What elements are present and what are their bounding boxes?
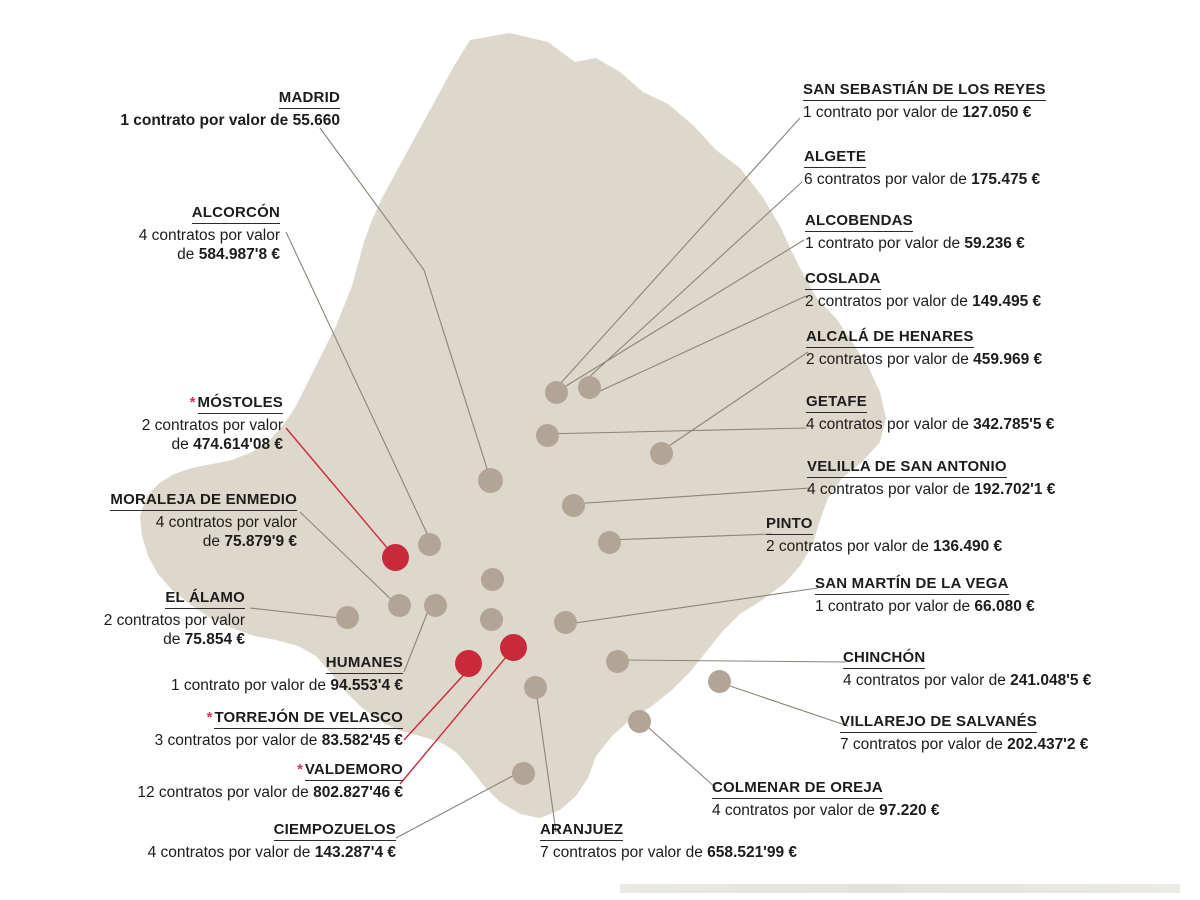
label-mostoles[interactable]: * MÓSTOLES 2 contratos por valor de 474.614'08 € bbox=[0, 393, 283, 454]
town-name-alcobendas: ALCOBENDAS bbox=[805, 211, 913, 232]
label-coslada[interactable] bbox=[805, 269, 1185, 311]
map-dot-valdemoro[interactable] bbox=[500, 634, 527, 661]
town-name-colmenar: COLMENAR DE OREJA bbox=[712, 778, 883, 799]
label-pinto[interactable] bbox=[766, 514, 1146, 556]
town-name-chinchon: CHINCHÓN bbox=[843, 648, 925, 669]
map-dot-ciempozuelos[interactable] bbox=[524, 676, 547, 699]
label-alcorcon[interactable]: ALCORCÓN 4 contratos por valor de 584.987'8 € bbox=[0, 203, 280, 264]
label-san-sebastian-de-los-reyes[interactable] bbox=[803, 80, 1193, 122]
map-dot-chinchon[interactable] bbox=[606, 650, 629, 673]
label-aranjuez[interactable] bbox=[540, 820, 940, 862]
town-name-ciempozuelos: CIEMPOZUELOS bbox=[274, 820, 396, 841]
map-dot-alcorcon[interactable] bbox=[418, 533, 441, 556]
map-dot-torrejon-velasco[interactable] bbox=[455, 650, 482, 677]
town-name-pinto: PINTO bbox=[766, 514, 813, 535]
town-desc-mostoles: 2 contratos por valor bbox=[141, 417, 283, 434]
label-alcobendas[interactable] bbox=[805, 211, 1185, 253]
map-dot-velilla[interactable] bbox=[598, 531, 621, 554]
map-dot-villarejo[interactable] bbox=[708, 670, 731, 693]
town-desc-colmenar: 4 contratos por valor de 97.220 € bbox=[712, 802, 940, 819]
town-desc-ciempozuelos: 4 contratos por valor de 143.287'4 € bbox=[147, 844, 396, 861]
label-getafe[interactable] bbox=[806, 392, 1186, 434]
map-dot-sanmartin[interactable] bbox=[554, 611, 577, 634]
town-name-elalamo: EL ÁLAMO bbox=[165, 588, 245, 609]
town-desc-alcobendas: 1 contrato por valor de 59.236 € bbox=[805, 235, 1025, 252]
town-desc-valdemoro: 12 contratos por valor de 802.827'46 € bbox=[137, 784, 403, 801]
town-desc-torrejon: 3 contratos por valor de 83.582'45 € bbox=[154, 732, 403, 749]
town-name-alcala: ALCALÁ DE HENARES bbox=[806, 327, 974, 348]
map-dot-moraleja[interactable] bbox=[388, 594, 411, 617]
town-desc-coslada: 2 contratos por valor de 149.495 € bbox=[805, 293, 1042, 310]
map-dot-alcala[interactable] bbox=[650, 442, 673, 465]
town-desc-getafe: 4 contratos por valor de 342.785'5 € bbox=[806, 416, 1055, 433]
town-desc-madrid: 1 contrato por valor de 55.660 bbox=[120, 112, 340, 129]
town-desc-sanmartin: 1 contrato por valor de 66.080 € bbox=[815, 598, 1035, 615]
town-name-algete: ALGETE bbox=[804, 147, 866, 168]
map-dot-aranjuez[interactable] bbox=[512, 762, 535, 785]
town-desc-aranjuez: 7 contratos por valor de 658.521'99 € bbox=[540, 844, 798, 861]
town-name-humanes: HUMANES bbox=[326, 653, 403, 674]
label-madrid[interactable] bbox=[0, 88, 340, 130]
town-name-sanmartin: SAN MARTÍN DE LA VEGA bbox=[815, 574, 1009, 595]
town-name-torrejon: TORREJÓN DE VELASCO bbox=[214, 708, 403, 729]
label-ciempozuelos[interactable] bbox=[0, 820, 396, 862]
map-dot-sanse[interactable] bbox=[545, 381, 568, 404]
map-dot-elalamo[interactable] bbox=[336, 606, 359, 629]
town-desc-elalamo: 2 contratos por valor bbox=[103, 612, 245, 629]
label-colmenar-de-oreja[interactable] bbox=[712, 778, 1112, 820]
asterisk-icon-torrejon: * bbox=[206, 709, 213, 726]
label-torrejon-de-velasco[interactable] bbox=[0, 708, 403, 750]
town-desc-villarejo: 7 contratos por valor de 202.437'2 € bbox=[840, 736, 1089, 753]
footer-decorative-strip bbox=[620, 884, 1180, 893]
label-chinchon[interactable] bbox=[843, 648, 1200, 690]
town-name-aranjuez: ARANJUEZ bbox=[540, 820, 623, 841]
town-name-velilla: VELILLA DE SAN ANTONIO bbox=[807, 457, 1007, 478]
map-dot-alcobendas[interactable] bbox=[536, 424, 559, 447]
map-dot-mostoles[interactable] bbox=[382, 544, 409, 571]
label-algete[interactable] bbox=[804, 147, 1184, 189]
label-villarejo-de-salvanes[interactable] bbox=[840, 712, 1200, 754]
town-name-valdemoro: VALDEMORO bbox=[305, 760, 403, 781]
town-name-sanse: SAN SEBASTIÁN DE LOS REYES bbox=[803, 80, 1046, 101]
map-dot-getafe[interactable] bbox=[481, 568, 504, 591]
label-humanes[interactable] bbox=[0, 653, 403, 695]
town-name-madrid: MADRID bbox=[279, 88, 340, 109]
town-name-mostoles: MÓSTOLES bbox=[198, 393, 284, 414]
asterisk-icon-valdemoro: * bbox=[296, 761, 303, 778]
map-dot-pinto[interactable] bbox=[480, 608, 503, 631]
label-valdemoro[interactable] bbox=[0, 760, 403, 802]
town-name-villarejo: VILLAREJO DE SALVANÉS bbox=[840, 712, 1037, 733]
label-alcala-de-henares[interactable] bbox=[806, 327, 1186, 369]
town-desc-humanes: 1 contrato por valor de 94.553'4 € bbox=[170, 677, 403, 694]
map-dot-humanes-area[interactable] bbox=[424, 594, 447, 617]
town-desc-moraleja: 4 contratos por valor bbox=[155, 514, 297, 531]
map-dot-algete[interactable] bbox=[578, 376, 601, 399]
label-san-martin-de-la-vega[interactable] bbox=[815, 574, 1185, 616]
town-name-moraleja: MORALEJA DE ENMEDIO bbox=[110, 490, 297, 511]
town-desc-velilla: 4 contratos por valor de 192.702'1 € bbox=[807, 481, 1056, 498]
label-velilla-de-san-antonio[interactable] bbox=[807, 457, 1187, 499]
map-dot-madrid[interactable] bbox=[478, 468, 503, 493]
town-name-alcorcon: ALCORCÓN bbox=[192, 203, 280, 224]
label-moraleja-de-enmedio[interactable]: MORALEJA DE ENMEDIO 4 contratos por valor de 75.879'9 € bbox=[0, 490, 297, 551]
town-desc-pinto: 2 contratos por valor de 136.490 € bbox=[766, 538, 1003, 555]
town-desc-alcorcon: 4 contratos por valor bbox=[138, 227, 280, 244]
asterisk-icon-mostoles: * bbox=[189, 394, 196, 411]
town-desc-alcala: 2 contratos por valor de 459.969 € bbox=[806, 351, 1043, 368]
town-desc-sanse: 1 contrato por valor de 127.050 € bbox=[803, 104, 1032, 121]
town-desc-chinchon: 4 contratos por valor de 241.048'5 € bbox=[843, 672, 1092, 689]
town-name-getafe: GETAFE bbox=[806, 392, 867, 413]
map-dot-colmenar[interactable] bbox=[628, 710, 651, 733]
label-el-alamo[interactable]: EL ÁLAMO 2 contratos por valor de 75.854 € bbox=[0, 588, 245, 649]
town-desc-algete: 6 contratos por valor de 175.475 € bbox=[804, 171, 1041, 188]
map-dot-coslada[interactable] bbox=[562, 494, 585, 517]
town-name-coslada: COSLADA bbox=[805, 269, 881, 290]
